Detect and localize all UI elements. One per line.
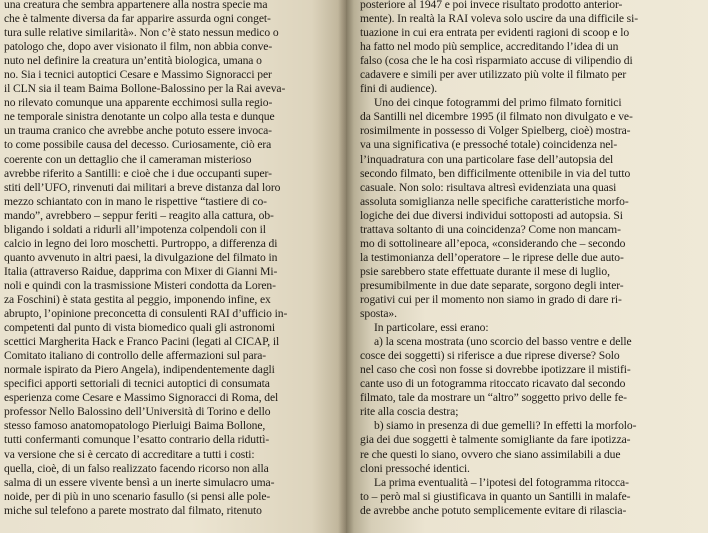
text-line: quanto avvenuto in altri paesi, la divulgazione del filmato in: [4, 250, 278, 264]
text-line: sposta».: [360, 307, 397, 321]
text-line: cosce dei soggetti) si riferisce a due riprese diverse? Solo: [360, 349, 620, 363]
text-line: mando”, avrebbero – seppur feriti – reagito alla cattura, ob-: [4, 208, 274, 222]
left-page: [0, 0, 346, 533]
text-line: che è talmente diversa da far apparire assurda ogni conget-: [4, 12, 271, 26]
text-line: quella, cioè, di un falso realizzato facendo ricorso non alla: [4, 461, 269, 475]
text-line: za Foschini) è stata gestita al peggio, imponendo infine, ex: [4, 292, 271, 306]
text-line: normale ispirato da Piero Angela), indipendentemente dagli: [4, 363, 275, 377]
text-line: tura sulle relative similarità». Non c’è stato nessun medico o: [4, 26, 279, 40]
text-line: rosimilmente in possesso di Volger Spielberg, cioè) mostra-: [360, 124, 631, 138]
text-line: va una significativa (e pressoché totale) coincidenza nel-: [360, 138, 618, 152]
right-page: [346, 0, 708, 533]
text-line: Uno dei cinque fotogrammi del primo filmato fornitici: [374, 96, 622, 110]
text-line: da Santilli nel dicembre 1995 (il filmato non divulgato e ve-: [360, 110, 633, 124]
text-line: falso (cosa che le ha così risparmiato accuse di vilipendio di: [360, 54, 633, 68]
text-line: rite alla coscia destra;: [360, 405, 459, 419]
text-line: mezzo schiantato con in mano le rispettive “tastiere di co-: [4, 194, 267, 208]
text-line: mente). In realtà la RAI voleva solo uscire da una difficile si-: [360, 12, 638, 26]
text-line: ne temporale sinistra denotante un colpo alla testa e dunque: [4, 110, 275, 124]
text-line: to – però mal si giustificava in quanto un Santilli in malafe-: [360, 489, 631, 503]
text-line: noli e quindi con la trasmissione Misteri condotta da Loren-: [4, 278, 276, 292]
text-line: no rilevato comunque una apparente ecchimosi sulla regio-: [4, 96, 273, 110]
text-line: cloni pressoché identici.: [360, 461, 470, 475]
text-line: gia dei due soggetti è talmente somigliante da fare ipotizza-: [360, 433, 631, 447]
text-line: professor Nello Balossino dell’Università di Torino e dello: [4, 405, 271, 419]
text-line: bligando i soldati a ridurli all’impotenza colpendoli con il: [4, 222, 266, 236]
text-line: calcio in legno dei loro moschetti. Purtroppo, a differenza di: [4, 236, 278, 250]
text-line: stesso famoso anatomopatologo Pierluigi Baima Bollone,: [4, 419, 266, 433]
text-line: avrebbe riferito a Santilli: e cioè che i due occupanti super-: [4, 166, 272, 180]
text-line: un trauma cranico che avrebbe anche potuto essere invoca-: [4, 124, 272, 138]
text-line: fini di audience).: [360, 82, 438, 96]
text-line: tuazione in cui era entrata per evidenti ragioni di scoop e lo: [360, 26, 630, 40]
text-line: una creatura che sembra appartenere alla nostra specie ma: [4, 0, 268, 11]
text-line: secondo filmato, ben difficilmente ottenibile in via del tutto: [360, 166, 631, 180]
text-line: no. Sia i tecnici autoptici Cesare e Massimo Signoracci per: [4, 68, 272, 82]
text-line: rogativi cui per il momento non siamo in grado di dare ri-: [360, 292, 622, 306]
text-line: la testimonianza dell’operatore – le riprese delle due auto-: [360, 250, 624, 264]
text-line: nel caso che così non fosse si dovrebbe ipotizzare il mistifi-: [360, 363, 631, 377]
text-line: tutti confermanti comunque l’esatto contrario della riduttì-: [4, 433, 270, 447]
text-line: casuale. Non solo: risultava altresì evidenziata una quasi: [360, 180, 617, 194]
text-line: l’inquadratura con una particolare fase dell’autopsia del: [360, 152, 614, 166]
text-line: cante uso di un fotogramma ritoccato ricavato dal secondo: [360, 377, 626, 391]
text-line: ha fatto nel modo più semplice, accreditando l’idea di un: [360, 40, 619, 54]
text-line: scettici Margherita Hack e Franco Pacini (legati al CICAP, il: [4, 335, 280, 349]
left-page-text: [4, 0, 334, 518]
text-line: competenti dal punto di vista biomedico quali gli astronomi: [4, 321, 276, 335]
text-line: presumibilmente in due date separate, sorgono degli inter-: [360, 278, 624, 292]
text-line: mo di sottolineare all’epoca, «considerando che – secondo: [360, 236, 626, 250]
text-line: assoluta somiglianza nelle specifiche caratteristiche morfo-: [360, 194, 629, 208]
text-line: de avrebbe anche potuto semplicemente evitare di rilascia-: [360, 503, 627, 517]
text-line: psie sarebbero state effettuate durante il mese di luglio,: [360, 264, 610, 278]
right-page-text: [360, 0, 698, 518]
text-line: noide, per di più in uno scenario fasullo (si pensi alle pole-: [4, 489, 271, 503]
text-line: il CLN sia il team Baima Bollone-Balossino per la Rai aveva-: [4, 82, 286, 96]
text-line: La prima eventualità – l’ipotesi del fotogramma ritocca-: [374, 475, 629, 489]
text-line: filmato, tale da mostrare un “altro” soggetto privo delle fe-: [360, 391, 627, 405]
text-line: miche sul telefono a parete mostrato dal filmato, ritenuto: [4, 503, 262, 517]
text-line: specifici apporti settoriali di tecnici autoptici di consumata: [4, 377, 270, 391]
text-line: Italia (attraverso Raidue, dapprima con Mixer di Gianni Mi-: [4, 264, 278, 278]
text-line: trattava soltanto di una coincidenza? Come non mancam-: [360, 222, 621, 236]
text-line: Comitato italiano di controllo delle affermazioni sul para-: [4, 349, 267, 363]
text-line: to come possibile causa del decesso. Curiosamente, ciò era: [4, 138, 272, 152]
text-line: In particolare, essi erano:: [374, 321, 489, 335]
text-line: posteriore al 1947 e poi invece risultato prodotto anterior-: [360, 0, 623, 11]
text-line: salma di un essere vivente bensì a un inerte simulacro uma-: [4, 475, 275, 489]
text-line: nuto nel definire la creatura un’entità biologica, umana o: [4, 54, 262, 68]
text-line: abrupto, l’opinione preconcetta di consulenti RAI d’ufficio in-: [4, 307, 288, 321]
text-line: cadavere e simili per aver utilizzato più volte il filmato per: [360, 68, 627, 82]
text-line: re che questi lo siano, ovvero che siano assimilabili a due: [360, 447, 621, 461]
text-line: logiche dei due diversi individui sottoposti ad autopsia. Si: [360, 208, 623, 222]
text-line: b) siamo in presenza di due gemelli? In effetti la morfolo-: [374, 419, 637, 433]
text-line: patologo che, dopo aver visionato il film, non abbia conve-: [4, 40, 273, 54]
text-line: coerente con un dettaglio che il cameraman misterioso: [4, 152, 252, 166]
text-line: a) la scena mostrata (uno scorcio del basso ventre e delle: [374, 335, 632, 349]
book-gutter: [338, 0, 354, 533]
text-line: stiti dell’UFO, rinvenuti dai militari a breve distanza dal loro: [4, 180, 281, 194]
text-line: esperienza come Cesare e Massimo Signoracci di Roma, del: [4, 391, 279, 405]
text-line: va versione che si è cercato di accreditare a tutti i costi:: [4, 447, 255, 461]
